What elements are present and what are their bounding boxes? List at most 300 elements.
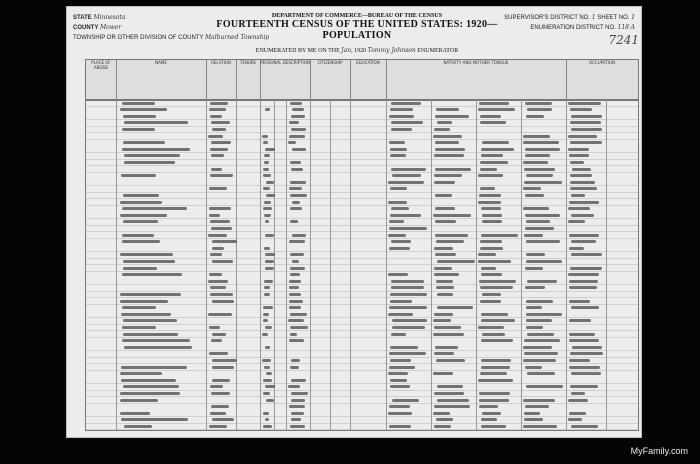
census-sheet bbox=[66, 6, 642, 438]
handwriting-stroke bbox=[389, 115, 414, 118]
handwriting-stroke bbox=[526, 240, 560, 243]
handwriting-stroke bbox=[263, 207, 272, 210]
handwriting-stroke bbox=[389, 425, 411, 428]
handwriting-stroke bbox=[121, 418, 188, 421]
handwriting-stroke bbox=[212, 247, 224, 250]
handwriting-stroke bbox=[289, 280, 302, 283]
handwriting-stroke bbox=[436, 280, 453, 283]
handwriting-stroke bbox=[210, 293, 233, 296]
handwriting-stroke bbox=[263, 174, 271, 177]
handwriting-stroke bbox=[289, 293, 301, 296]
handwriting-stroke bbox=[392, 174, 421, 177]
handwriting-stroke bbox=[571, 194, 585, 197]
handwriting-stroke bbox=[571, 253, 602, 256]
department-line: DEPARTMENT OF COMMERCE—BUREAU OF THE CENSUS bbox=[271, 13, 443, 19]
handwriting-stroke bbox=[524, 352, 558, 355]
township-label: TOWNSHIP OR OTHER DIVISION OF COUNTY bbox=[73, 35, 204, 41]
handwriting-stroke bbox=[262, 333, 267, 336]
handwriting-stroke bbox=[289, 300, 303, 303]
handwriting-stroke bbox=[571, 425, 598, 428]
handwriting-stroke bbox=[388, 412, 411, 415]
handwriting-stroke bbox=[437, 306, 473, 309]
handwriting-stroke bbox=[569, 234, 599, 237]
handwriting-stroke bbox=[265, 267, 274, 270]
handwriting-stroke bbox=[570, 187, 597, 190]
handwriting-stroke bbox=[480, 115, 501, 118]
handwriting-stroke bbox=[290, 102, 302, 105]
handwriting-stroke bbox=[391, 240, 411, 243]
handwriting-stroke bbox=[525, 227, 554, 230]
handwriting-stroke bbox=[388, 181, 423, 184]
handwriting-stroke bbox=[266, 399, 274, 402]
handwriting-stroke bbox=[123, 194, 158, 197]
handwriting-stroke bbox=[571, 115, 602, 118]
handwriting-stroke bbox=[263, 412, 270, 415]
handwriting-stroke bbox=[524, 418, 543, 421]
handwriting-stroke bbox=[291, 399, 305, 402]
handwriting-stroke bbox=[481, 359, 511, 362]
handwriting-stroke bbox=[122, 273, 182, 276]
handwriting-stroke bbox=[433, 372, 452, 375]
handwriting-stroke bbox=[212, 366, 234, 369]
handwriting-stroke bbox=[571, 240, 597, 243]
handwriting-stroke bbox=[481, 425, 506, 428]
handwriting-stroke bbox=[291, 392, 308, 395]
handwriting-stroke bbox=[524, 168, 556, 171]
watermark: MyFamily.com bbox=[630, 446, 688, 456]
handwriting-stroke bbox=[390, 187, 407, 190]
township-value: Malburned Township bbox=[205, 34, 270, 41]
handwriting-stroke bbox=[434, 128, 450, 131]
handwriting-stroke bbox=[265, 148, 274, 151]
handwriting-stroke bbox=[524, 412, 541, 415]
handwriting-stroke bbox=[433, 135, 462, 138]
handwriting-stroke bbox=[523, 346, 551, 349]
handwriting-stroke bbox=[262, 359, 271, 362]
handwriting-stroke bbox=[389, 366, 415, 369]
handwriting-stroke bbox=[435, 148, 465, 151]
enumerator-name: Tommy Johnson bbox=[367, 47, 416, 54]
handwriting-stroke bbox=[292, 201, 300, 204]
handwriting-stroke bbox=[571, 306, 599, 309]
handwriting-stroke bbox=[478, 379, 513, 382]
handwriting-stroke bbox=[291, 418, 300, 421]
handwriting-stroke bbox=[209, 326, 220, 329]
handwriting-stroke bbox=[290, 366, 299, 369]
handwriting-stroke bbox=[434, 181, 455, 184]
handwriting-stroke bbox=[123, 267, 157, 270]
handwriting-stroke bbox=[290, 425, 305, 428]
handwriting-stroke bbox=[480, 161, 508, 164]
handwriting-stroke bbox=[264, 293, 270, 296]
handwriting-stroke bbox=[212, 359, 238, 362]
handwriting-stroke bbox=[210, 286, 226, 289]
handwriting-stroke bbox=[292, 260, 299, 263]
handwriting-stroke bbox=[264, 154, 270, 157]
handwriting-stroke bbox=[434, 392, 464, 395]
handwriting-stroke bbox=[290, 181, 307, 184]
handwriting-stroke bbox=[568, 399, 588, 402]
enumerated-label: ENUMERATED BY ME ON THE bbox=[255, 48, 340, 54]
handwriting-stroke bbox=[571, 372, 602, 375]
handwriting-stroke bbox=[263, 425, 273, 428]
handwriting-stroke bbox=[265, 418, 269, 421]
handwriting-stroke bbox=[288, 319, 303, 322]
handwriting-stroke bbox=[123, 385, 179, 388]
handwriting-stroke bbox=[569, 280, 598, 283]
handwriting-stroke bbox=[122, 339, 190, 342]
handwriting-stroke bbox=[389, 227, 427, 230]
handwriting-stroke bbox=[478, 260, 511, 263]
handwriting-stroke bbox=[480, 187, 495, 190]
handwriting-stroke bbox=[389, 247, 410, 250]
handwriting-stroke bbox=[392, 326, 426, 329]
handwriting-stroke bbox=[391, 168, 426, 171]
handwriting-stroke bbox=[523, 161, 547, 164]
handwriting-stroke bbox=[211, 154, 224, 157]
handwriting-stroke bbox=[526, 115, 544, 118]
handwriting-stroke bbox=[569, 247, 584, 250]
handwriting-stroke bbox=[388, 234, 406, 237]
handwriting-stroke bbox=[209, 425, 227, 428]
handwriting-stroke bbox=[437, 260, 475, 263]
handwriting-stroke bbox=[120, 253, 173, 256]
handwriting-stroke bbox=[434, 154, 464, 157]
handwriting-stroke bbox=[263, 187, 270, 190]
handwriting-stroke bbox=[525, 267, 543, 270]
handwriting-stroke bbox=[434, 326, 461, 329]
handwriting-stroke bbox=[391, 333, 407, 336]
handwriting-stroke bbox=[527, 108, 553, 111]
handwriting-stroke bbox=[479, 392, 511, 395]
handwriting-stroke bbox=[288, 141, 296, 144]
handwriting-stroke bbox=[524, 234, 543, 237]
handwriting-stroke bbox=[525, 214, 561, 217]
handwriting-stroke bbox=[211, 141, 231, 144]
handwriting-stroke bbox=[392, 319, 427, 322]
handwriting-stroke bbox=[570, 141, 602, 144]
handwriting-stroke bbox=[569, 319, 591, 322]
col-personal-description: PERSONAL DESCRIPTION bbox=[260, 60, 311, 100]
handwriting-stroke bbox=[526, 253, 546, 256]
handwriting-stroke bbox=[265, 253, 275, 256]
column-headers bbox=[85, 59, 639, 101]
handwriting-stroke bbox=[212, 300, 234, 303]
handwriting-stroke bbox=[209, 108, 226, 111]
handwriting-stroke bbox=[435, 168, 472, 171]
handwriting-stroke bbox=[569, 201, 599, 204]
handwriting-stroke bbox=[568, 418, 582, 421]
handwriting-stroke bbox=[437, 293, 453, 296]
handwriting-stroke bbox=[120, 201, 162, 204]
handwriting-stroke bbox=[523, 135, 549, 138]
handwriting-stroke bbox=[433, 214, 470, 217]
handwriting-stroke bbox=[568, 207, 590, 210]
handwriting-stroke bbox=[291, 359, 300, 362]
handwriting-stroke bbox=[391, 128, 411, 131]
handwriting-stroke bbox=[122, 306, 156, 309]
handwriting-stroke bbox=[572, 346, 602, 349]
handwriting-stroke bbox=[568, 102, 601, 105]
enumeration-label: ENUMERATION DISTRICT NO. bbox=[530, 25, 616, 31]
handwriting-stroke bbox=[390, 379, 407, 382]
handwriting-stroke bbox=[389, 220, 404, 223]
handwriting-stroke bbox=[523, 141, 559, 144]
handwriting-stroke bbox=[571, 214, 593, 217]
handwriting-stroke bbox=[569, 154, 590, 157]
handwriting-stroke bbox=[264, 286, 270, 289]
handwriting-stroke bbox=[481, 366, 510, 369]
col-occupation: OCCUPATION bbox=[588, 60, 615, 65]
handwriting-stroke bbox=[478, 253, 496, 256]
handwriting-stroke bbox=[389, 141, 405, 144]
handwriting-stroke bbox=[435, 253, 456, 256]
handwriting-stroke bbox=[391, 280, 424, 283]
handwriting-stroke bbox=[265, 220, 270, 223]
handwriting-stroke bbox=[291, 168, 304, 171]
handwriting-stroke bbox=[120, 412, 149, 415]
handwriting-stroke bbox=[527, 333, 554, 336]
handwriting-stroke bbox=[264, 280, 274, 283]
handwriting-stroke bbox=[388, 201, 406, 204]
col-place-of-abode: PLACE OF ABODE bbox=[86, 60, 117, 100]
handwriting-stroke bbox=[433, 319, 451, 322]
handwriting-stroke bbox=[263, 379, 271, 382]
handwriting-stroke bbox=[122, 234, 154, 237]
handwriting-stroke bbox=[123, 260, 175, 263]
handwriting-stroke bbox=[292, 148, 306, 151]
handwriting-stroke bbox=[480, 247, 503, 250]
handwriting-stroke bbox=[526, 306, 543, 309]
handwriting-stroke bbox=[265, 326, 272, 329]
handwriting-stroke bbox=[265, 346, 270, 349]
sheet-value: 1 bbox=[631, 14, 635, 21]
handwriting-stroke bbox=[211, 405, 228, 408]
handwriting-stroke bbox=[479, 280, 515, 283]
handwriting-stroke bbox=[479, 405, 498, 408]
handwriting-stroke bbox=[478, 174, 502, 177]
handwriting-stroke bbox=[290, 220, 298, 223]
handwriting-stroke bbox=[525, 366, 542, 369]
handwriting-stroke bbox=[120, 293, 181, 296]
handwriting-stroke bbox=[122, 240, 160, 243]
handwriting-stroke bbox=[526, 300, 554, 303]
handwriting-stroke bbox=[210, 412, 226, 415]
handwriting-stroke bbox=[212, 333, 226, 336]
handwriting-stroke bbox=[435, 141, 459, 144]
handwriting-stroke bbox=[390, 154, 406, 157]
handwriting-stroke bbox=[289, 135, 305, 138]
col-education: EDUCATION bbox=[350, 60, 387, 100]
handwriting-stroke bbox=[124, 161, 176, 164]
handwriting-stroke bbox=[290, 313, 307, 316]
handwriting-stroke bbox=[265, 108, 271, 111]
handwriting-stroke bbox=[568, 220, 584, 223]
handwriting-stroke bbox=[289, 286, 299, 289]
handwriting-stroke bbox=[571, 128, 602, 131]
handwriting-stroke bbox=[568, 135, 597, 138]
handwriting-stroke bbox=[524, 339, 559, 342]
handwriting-stroke bbox=[479, 399, 509, 402]
handwriting-stroke bbox=[120, 108, 167, 111]
handwriting-stroke bbox=[436, 359, 466, 362]
handwriting-stroke bbox=[525, 154, 549, 157]
handwriting-stroke bbox=[122, 148, 191, 151]
handwriting-stroke bbox=[388, 372, 408, 375]
handwriting-stroke bbox=[572, 168, 591, 171]
handwriting-stroke bbox=[289, 121, 299, 124]
handwriting-stroke bbox=[482, 141, 509, 144]
handwriting-stroke bbox=[523, 207, 549, 210]
handwriting-stroke bbox=[288, 385, 300, 388]
handwriting-stroke bbox=[523, 399, 554, 402]
handwriting-stroke bbox=[569, 366, 600, 369]
handwriting-stroke bbox=[121, 366, 187, 369]
handwriting-stroke bbox=[434, 247, 453, 250]
handwriting-stroke bbox=[526, 385, 563, 388]
handwriting-stroke bbox=[292, 108, 304, 111]
handwriting-stroke bbox=[568, 148, 589, 151]
handwriting-stroke bbox=[481, 418, 496, 421]
census-grid bbox=[85, 99, 639, 431]
supervisor-label: SUPERVISOR'S DISTRICT NO. bbox=[504, 15, 591, 21]
handwriting-stroke bbox=[480, 121, 505, 124]
handwriting-stroke bbox=[266, 181, 275, 184]
handwriting-stroke bbox=[121, 379, 176, 382]
handwriting-stroke bbox=[266, 194, 275, 197]
handwriting-stroke bbox=[435, 194, 452, 197]
state-value: Minnesota bbox=[93, 14, 126, 21]
handwriting-stroke bbox=[123, 220, 158, 223]
handwriting-stroke bbox=[479, 102, 510, 105]
handwriting-stroke bbox=[525, 148, 560, 151]
handwriting-stroke bbox=[210, 385, 222, 388]
handwriting-stroke bbox=[570, 352, 603, 355]
handwriting-stroke bbox=[523, 187, 540, 190]
handwriting-stroke bbox=[435, 207, 455, 210]
handwriting-stroke bbox=[482, 220, 503, 223]
handwriting-stroke bbox=[481, 207, 501, 210]
handwriting-stroke bbox=[527, 280, 558, 283]
handwriting-stroke bbox=[481, 234, 518, 237]
handwriting-stroke bbox=[289, 306, 301, 309]
handwriting-stroke bbox=[289, 187, 303, 190]
handwriting-stroke bbox=[388, 313, 413, 316]
handwriting-stroke bbox=[437, 121, 452, 124]
handwriting-stroke bbox=[570, 385, 598, 388]
handwriting-stroke bbox=[568, 273, 598, 276]
handwriting-stroke bbox=[121, 174, 156, 177]
handwriting-stroke bbox=[436, 418, 454, 421]
handwriting-stroke bbox=[263, 168, 269, 171]
handwriting-stroke bbox=[527, 372, 556, 375]
handwriting-stroke bbox=[124, 121, 188, 124]
handwriting-stroke bbox=[434, 174, 462, 177]
handwriting-stroke bbox=[526, 326, 543, 329]
handwriting-stroke bbox=[210, 174, 233, 177]
handwriting-stroke bbox=[290, 333, 297, 336]
handwriting-stroke bbox=[570, 108, 592, 111]
handwriting-stroke bbox=[479, 194, 501, 197]
handwriting-stroke bbox=[210, 253, 222, 256]
handwriting-stroke bbox=[481, 319, 515, 322]
handwriting-stroke bbox=[211, 339, 222, 342]
handwriting-stroke bbox=[120, 399, 157, 402]
handwriting-stroke bbox=[569, 333, 595, 336]
handwriting-stroke bbox=[289, 405, 304, 408]
handwriting-stroke bbox=[524, 181, 561, 184]
handwriting-stroke bbox=[212, 128, 227, 131]
handwriting-stroke bbox=[482, 333, 506, 336]
handwriting-stroke bbox=[123, 319, 176, 322]
handwriting-stroke bbox=[525, 286, 544, 289]
handwriting-stroke bbox=[526, 220, 550, 223]
handwriting-stroke bbox=[481, 154, 503, 157]
enumerator-label: ENUMERATOR bbox=[417, 48, 459, 54]
handwriting-stroke bbox=[434, 273, 458, 276]
handwriting-stroke bbox=[123, 115, 157, 118]
county-value: Mower bbox=[100, 24, 122, 31]
handwriting-stroke bbox=[434, 313, 453, 316]
handwriting-stroke bbox=[211, 392, 230, 395]
handwriting-stroke bbox=[212, 379, 230, 382]
handwriting-stroke bbox=[120, 372, 162, 375]
handwriting-stroke bbox=[435, 346, 459, 349]
handwriting-stroke bbox=[570, 181, 595, 184]
handwriting-stroke bbox=[211, 227, 232, 230]
handwriting-stroke bbox=[263, 141, 267, 144]
handwriting-stroke bbox=[209, 352, 229, 355]
handwriting-stroke bbox=[478, 201, 501, 204]
county-label: COUNTY bbox=[73, 25, 99, 31]
handwriting-stroke bbox=[480, 372, 507, 375]
handwriting-stroke bbox=[290, 273, 300, 276]
handwriting-stroke bbox=[290, 194, 307, 197]
handwriting-stroke bbox=[290, 253, 304, 256]
handwriting-stroke bbox=[390, 300, 412, 303]
col-relation: RELATION bbox=[206, 60, 237, 100]
handwriting-stroke bbox=[263, 313, 268, 316]
handwriting-stroke bbox=[433, 333, 463, 336]
handwriting-stroke bbox=[212, 240, 237, 243]
handwriting-stroke bbox=[209, 187, 227, 190]
handwriting-stroke bbox=[437, 399, 469, 402]
handwriting-stroke bbox=[478, 326, 504, 329]
handwriting-stroke bbox=[122, 128, 155, 131]
handwriting-stroke bbox=[481, 273, 501, 276]
handwriting-stroke bbox=[289, 240, 305, 243]
header-right bbox=[504, 13, 635, 33]
handwriting-stroke bbox=[481, 339, 513, 342]
handwriting-stroke bbox=[571, 392, 585, 395]
handwriting-stroke bbox=[434, 425, 451, 428]
handwriting-stroke bbox=[480, 168, 497, 171]
handwriting-stroke bbox=[264, 247, 270, 250]
handwriting-stroke bbox=[265, 260, 273, 263]
col-nativity: NATIVITY AND MOTHER TONGUE bbox=[386, 60, 567, 100]
handwriting-stroke bbox=[482, 293, 501, 296]
handwriting-stroke bbox=[290, 161, 301, 164]
handwriting-stroke bbox=[290, 326, 307, 329]
handwriting-stroke bbox=[569, 339, 599, 342]
handwriting-stroke bbox=[481, 313, 508, 316]
handwriting-stroke bbox=[523, 359, 556, 362]
handwriting-stroke bbox=[436, 240, 464, 243]
handwriting-stroke bbox=[390, 108, 413, 111]
handwriting-stroke bbox=[478, 108, 514, 111]
handwriting-stroke bbox=[569, 300, 590, 303]
handwriting-stroke bbox=[122, 326, 156, 329]
